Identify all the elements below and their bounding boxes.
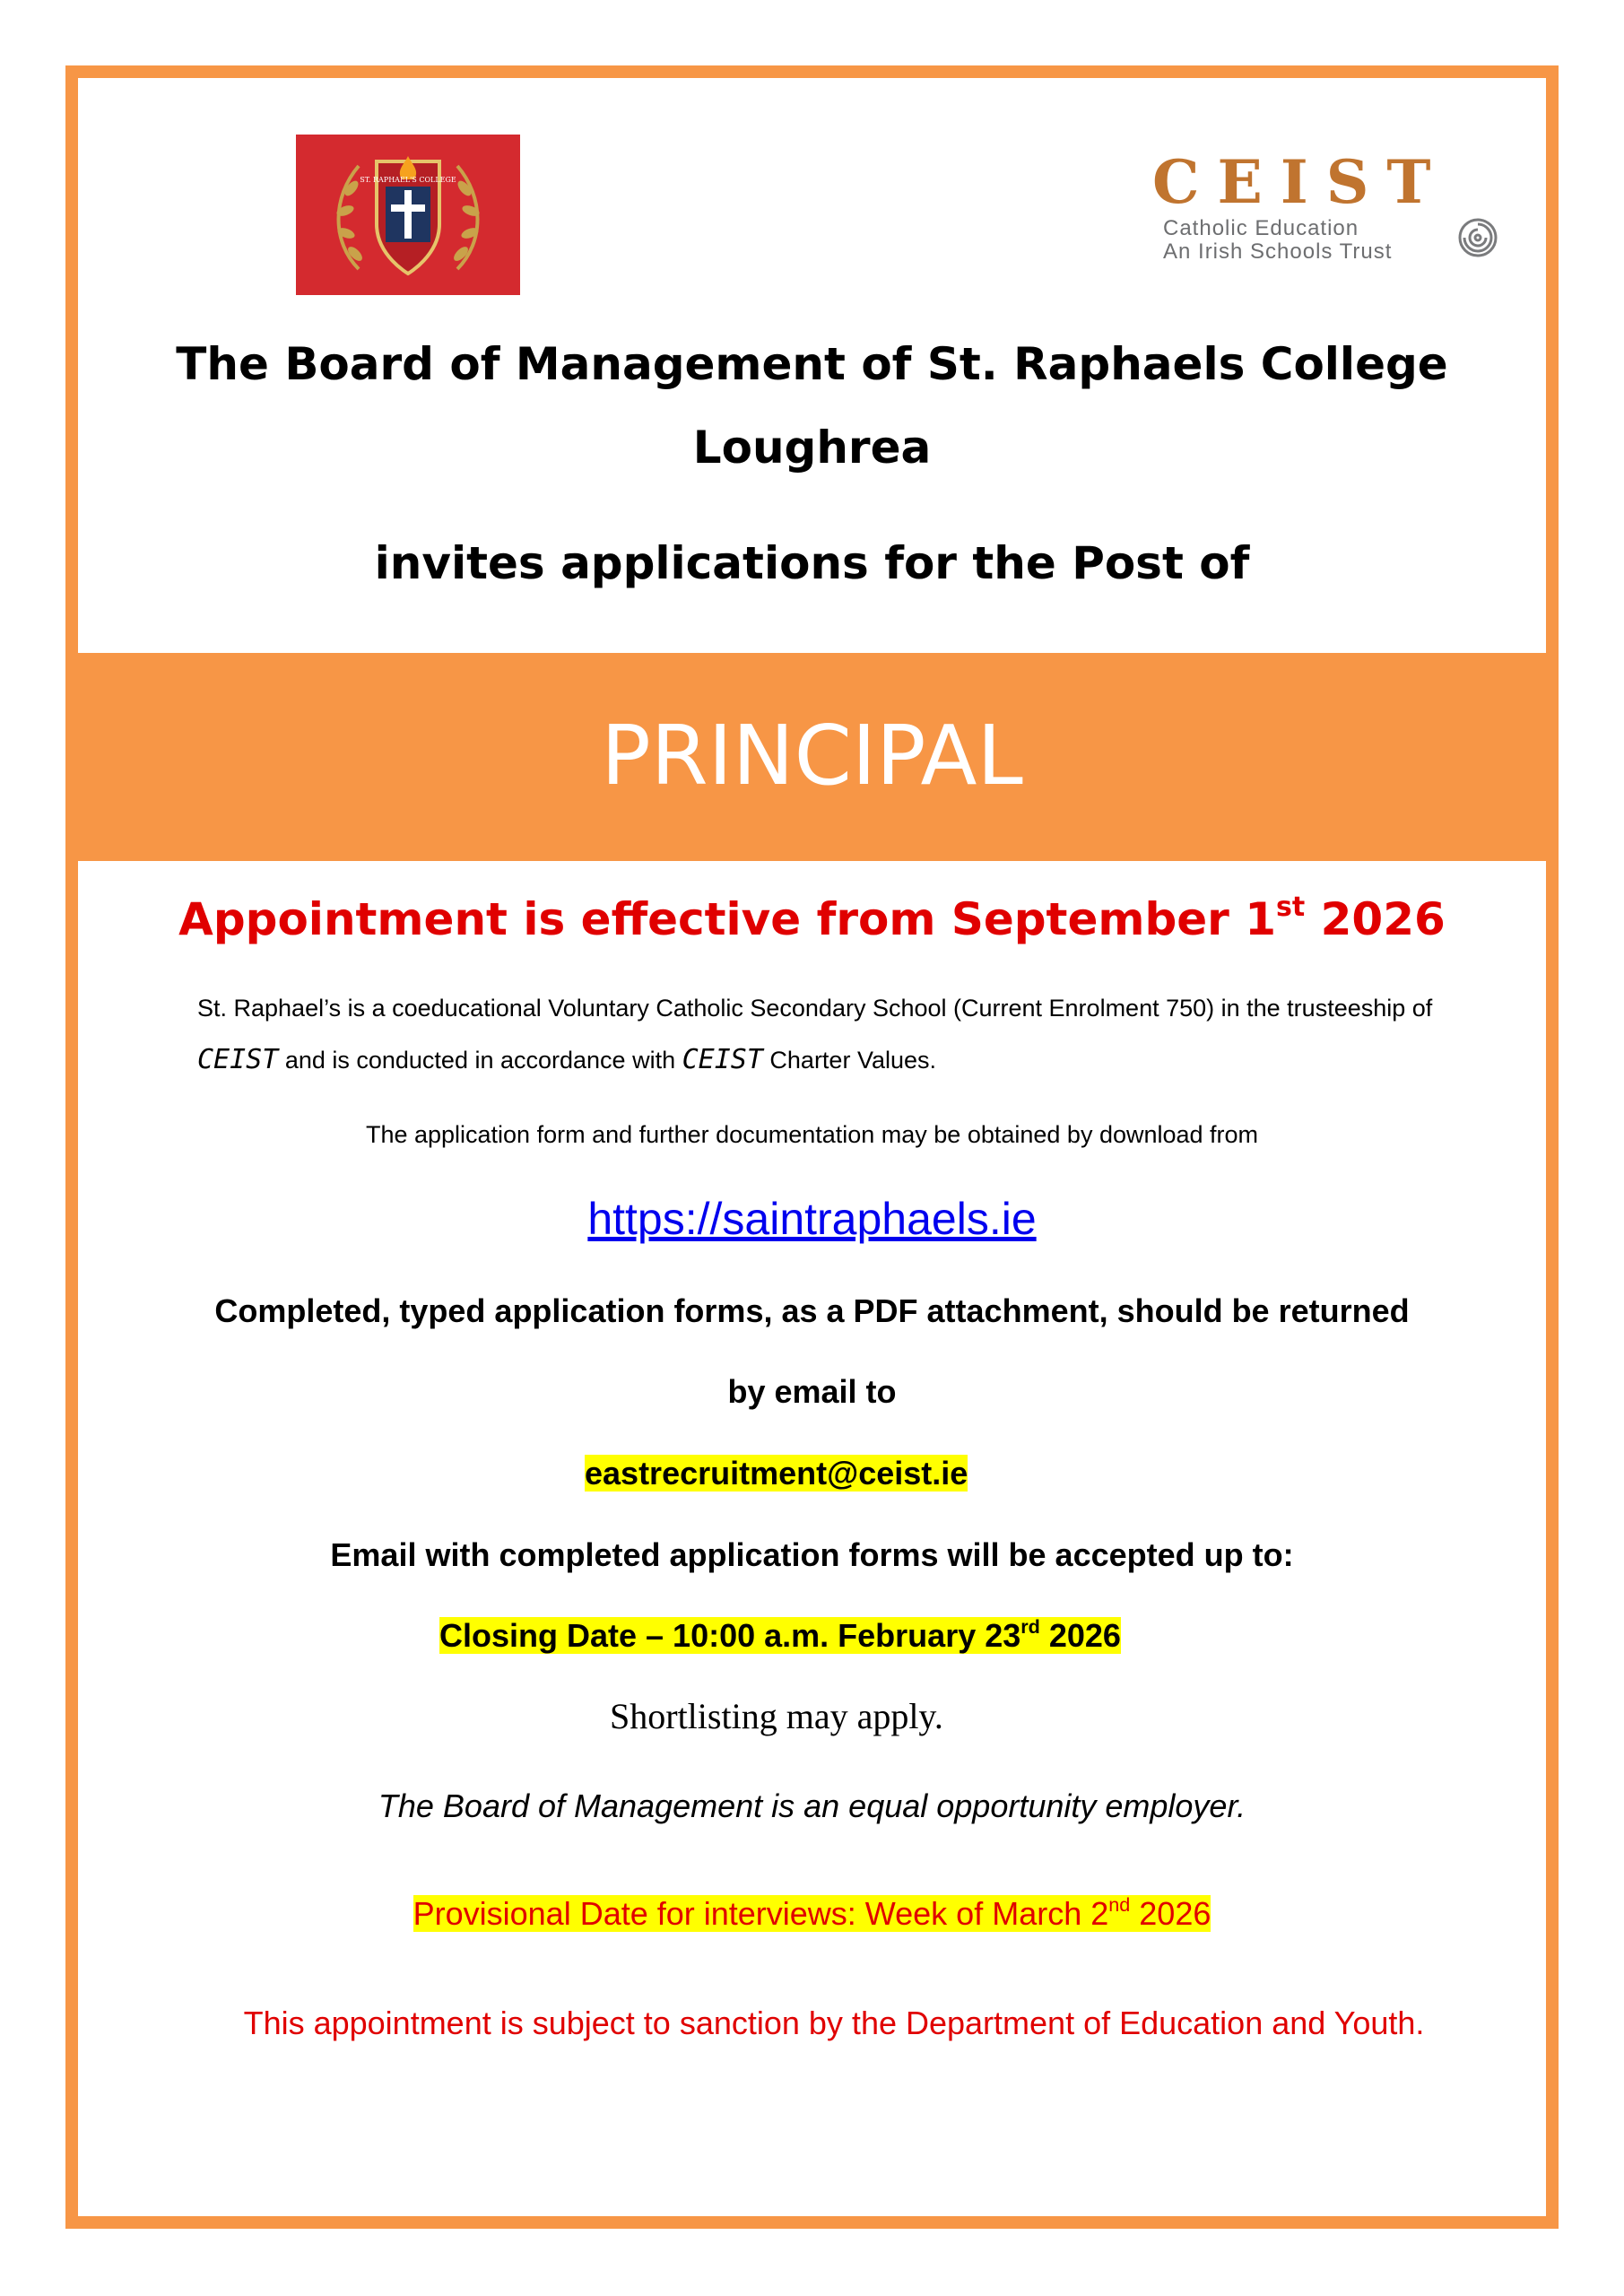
submission-line-2: by email to [727, 1373, 897, 1410]
post-title: PRINCIPAL [601, 708, 1023, 804]
ceist-swirl-icon [1457, 217, 1498, 258]
closing-date: Closing Date – 10:00 a.m. February 23rd 2026 [439, 1614, 1121, 1654]
submission-line-1: Completed, typed application forms, as a PDF attachment, should be returned [214, 1292, 1410, 1329]
header-line-2: Loughrea [692, 422, 932, 474]
ceist-tagline-1: Catholic Education [1163, 216, 1359, 240]
post-title-band [78, 653, 1546, 861]
email-address[interactable]: eastrecruitment@ceist.ie [585, 1455, 968, 1492]
ceist-inline-1: CEIST [197, 1044, 279, 1075]
ceist-logo [1152, 147, 1511, 267]
school-crest-logo [296, 135, 520, 295]
sanction-note: This appointment is subject to sanction by the Department of Education and Youth. [243, 2005, 1425, 2041]
interview-date: Provisional Date for interviews: Week of March 2nd 2026 [413, 1892, 1211, 1932]
appointment-effective: Appointment is effective from September 1st 2026 [178, 891, 1446, 945]
ceist-tagline-2: An Irish Schools Trust [1163, 239, 1393, 264]
shortlisting-note: Shortlisting may apply. [610, 1696, 943, 1736]
website-link[interactable]: https://saintraphaels.ie [587, 1194, 1037, 1244]
header-line-1: The Board of Management of St. Raphaels College [176, 338, 1448, 390]
ceist-inline-2: CEIST [682, 1044, 763, 1075]
intro-paragraph: St. Raphael’s is a coeducational Voluntary Catholic Secondary School (Current Enrolment 750) in the trusteeship of CEIST and is conducted in accordance with CEIST Charter Values. [197, 995, 1433, 1075]
email-address-container [585, 1454, 968, 1493]
ceist-wordmark: CEIST [1152, 147, 1449, 217]
equal-opportunity-statement: The Board of Management is an equal opportunity employer. [378, 1787, 1246, 1824]
school-logo-text: ST. RAPHAEL'S COLLEGE [360, 176, 456, 184]
accepted-until-text: Email with completed application forms will be accepted up to: [330, 1536, 1294, 1573]
header-line-3: invites applications for the Post of [374, 537, 1250, 589]
download-text: The application form and further documentation may be obtained by download from [365, 1121, 1259, 1148]
